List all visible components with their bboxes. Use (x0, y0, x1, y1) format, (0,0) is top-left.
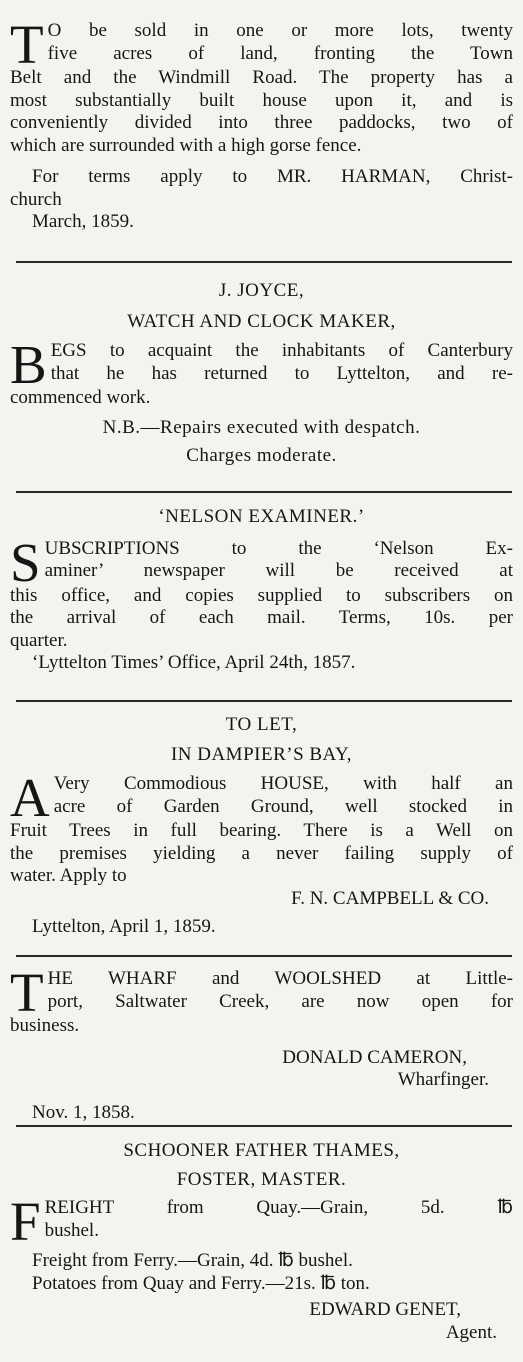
office-line: ‘Lyttelton Times’ Office, April 24th, 1857. (32, 652, 356, 673)
ad-subtitle: IN DAMPIER’S BAY, (170, 743, 353, 765)
ad-text-line: which are surrounded with a high gorse fence. (10, 134, 362, 156)
ad-text-line: that he has returned to Lyttelton, and re- (50, 362, 513, 384)
watchmaker-advertisement (10, 280, 513, 468)
advertiser-name: J. JOYCE, (218, 280, 305, 301)
ad-text-line: bushel. (44, 1219, 99, 1241)
freight-ferry-line: Freight from Ferry.—Grain, 4d. ℔ bushel. (32, 1250, 353, 1271)
ad-text-line: the arrival of each mail. Terms, 10s. per (10, 607, 513, 628)
terms-line: For terms apply to MR. HARMAN, Christ- (32, 166, 513, 187)
ad-title: ‘NELSON EXAMINER.’ (158, 506, 365, 527)
nelson-examiner-advertisement (10, 506, 513, 675)
ad-text-line: Very Commodious HOUSE, with half an (53, 773, 513, 794)
signatory-name: DONALD CAMERON, (282, 1046, 467, 1068)
ad-date: Nov. 1, 1858. (32, 1101, 135, 1123)
ad-text-line: HE WHARF and WOOLSHED at Little- (47, 968, 513, 989)
ad-text-line: quarter. (10, 629, 68, 651)
signatory-role: Wharfinger. (397, 1069, 489, 1090)
ad-text-line: O be sold in one or more lots, twenty (47, 20, 513, 41)
ad-text-line: this office, and copies supplied to subscribers on (10, 584, 513, 606)
signatory-role: Agent. (445, 1321, 497, 1343)
drop-cap: A (10, 767, 50, 828)
ad-text-line: Fruit Trees in full bearing. There is a Well on (10, 820, 513, 841)
drop-cap: T (10, 962, 44, 1023)
nb-line: N.B.—Repairs executed with despatch. (102, 416, 421, 438)
drop-cap: B (10, 334, 47, 395)
drop-cap: F (10, 1191, 41, 1252)
ad-text-line: REIGHT from Quay.—Grain, 5d. ℔ (44, 1197, 513, 1218)
ad-title: SCHOONER FATHER THAMES, (123, 1140, 400, 1161)
schooner-advertisement (10, 1140, 513, 1344)
ad-text-line: port, Saltwater Creek, are now open for (47, 990, 513, 1012)
ad-text-line: business. (10, 1015, 80, 1036)
ad-text-line: acre of Garden Ground, well stocked in (53, 795, 513, 817)
ad-text-line: most substantially built house upon it, and is (10, 89, 513, 111)
drop-cap: S (10, 531, 41, 593)
wharf-advertisement (10, 962, 513, 1124)
agent-name: F. N. CAMPBELL & CO. (291, 887, 489, 909)
to-let-advertisement (10, 714, 513, 939)
ad-date: March, 1859. (32, 211, 134, 232)
ad-text-line: aminer’ newspaper will be received at (44, 560, 513, 581)
ad-text-line: the premises yielding a never failing supply of (10, 842, 513, 864)
trade-heading: WATCH AND CLOCK MAKER, (127, 310, 396, 332)
ad-text-line: conveniently divided into three paddocks, two of (10, 112, 513, 133)
charges-line: Charges moderate. (186, 445, 337, 466)
terms-line: church (10, 188, 62, 210)
ad-title: TO LET, (225, 714, 298, 735)
ad-date: Lyttelton, April 1, 1859. (32, 916, 216, 937)
column-rule (16, 1125, 512, 1127)
ad-text-line: UBSCRIPTIONS to the ‘Nelson Ex- (44, 537, 513, 559)
ad-text-line: water. Apply to (10, 865, 127, 886)
drop-cap: T (10, 14, 44, 75)
column-rule (16, 261, 512, 263)
column-rule (16, 955, 512, 957)
column-rule (16, 491, 512, 493)
ad-text-line: EGS to acquaint the inhabitants of Canterbury (50, 340, 513, 361)
potatoes-line: Potatoes from Quay and Ferry.—21s. ℔ ton. (32, 1272, 370, 1294)
signatory-name: EDWARD GENET, (309, 1299, 461, 1320)
column-rule (16, 700, 512, 702)
land-sale-advertisement (10, 14, 513, 234)
ad-text-line: five acres of land, fronting the Town (47, 42, 513, 64)
ad-subtitle: FOSTER, MASTER. (176, 1168, 347, 1190)
ad-text-line: commenced work. (10, 387, 151, 408)
ad-text-line: Belt and the Windmill Road. The property has a (10, 67, 513, 88)
